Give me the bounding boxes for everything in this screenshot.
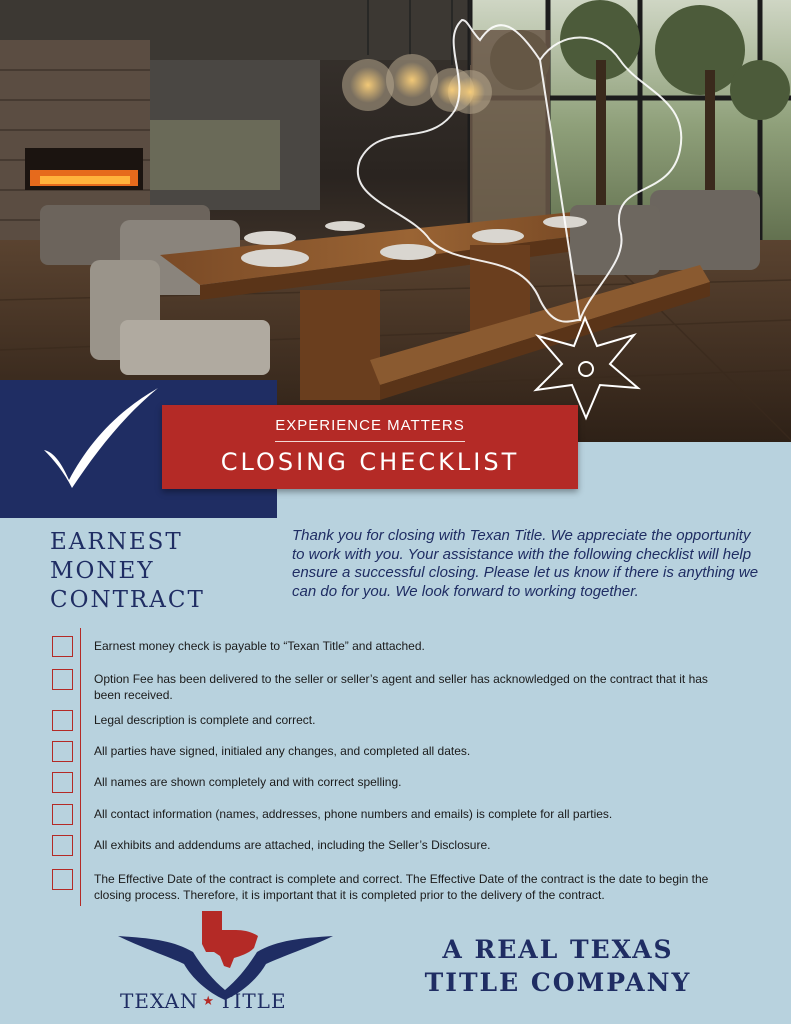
checklist-item-text: The Effective Date of the contract is complete and correct. The Effective Date of the contract is the date to begin the closing process. Therefore, it is important that it is completed prior to the delivery of the contract. (94, 872, 709, 902)
checklist-item-text: All exhibits and addendums are attached, including the Seller’s Disclosure. (94, 838, 491, 852)
checklist-item-text: All names are shown completely and with correct spelling. (94, 775, 402, 789)
hero-dining-room-illustration (0, 0, 791, 442)
checklist-divider-line (80, 628, 81, 906)
logo-wordmark (120, 989, 330, 1013)
checklist-item-text: All parties have signed, initialed any changes, and completed all dates. (94, 744, 471, 758)
section-title-line: MONEY (50, 558, 155, 584)
closing-checklist-banner (162, 405, 578, 489)
intro-paragraph: Thank you for closing with Texan Title. We appreciate the opportunity to work with you. Your assistance with the following checklist will help ensure a successful closing. Please let us know if there is anything we can do for you. We look forward to working together. (292, 527, 759, 600)
checkbox[interactable] (52, 669, 73, 690)
company-tagline (388, 933, 728, 999)
checklist (50, 628, 750, 906)
section-title (50, 528, 285, 615)
banner-divider (275, 441, 465, 442)
checkbox[interactable] (52, 710, 73, 731)
checkbox[interactable] (52, 741, 73, 762)
checklist-item-text: Earnest money check is payable to “Texan Title” and attached. (94, 639, 425, 653)
hero-photo (0, 0, 791, 442)
checkmark-icon (36, 382, 166, 492)
section-title-line: CONTRACT (50, 587, 205, 613)
tagline-line: TITLE COMPANY (424, 968, 692, 997)
checkbox[interactable] (52, 869, 73, 890)
checkbox[interactable] (52, 636, 73, 657)
logo-word-left: TEXAN (120, 989, 199, 1013)
section-title-line: EARNEST (50, 529, 183, 555)
checklist-item-text: Option Fee has been delivered to the seller or seller’s agent and seller has acknowledged on the contract that it has been received. (94, 672, 708, 702)
banner-title: CLOSING CHECKLIST (220, 448, 520, 476)
checkbox[interactable] (52, 772, 73, 793)
checkbox[interactable] (52, 835, 73, 856)
tagline-line: A REAL TEXAS (442, 935, 674, 964)
star-icon: ★ (202, 993, 216, 1009)
checklist-item-text: All contact information (names, addresses, phone numbers and emails) is complete for all parties. (94, 807, 613, 821)
checkbox[interactable] (52, 804, 73, 825)
checklist-item-text: Legal description is complete and correct. (94, 713, 316, 727)
banner-kicker: EXPERIENCE MATTERS (275, 417, 465, 434)
logo-word-right: TITLE (219, 989, 287, 1013)
texas-map-icon (202, 911, 258, 968)
